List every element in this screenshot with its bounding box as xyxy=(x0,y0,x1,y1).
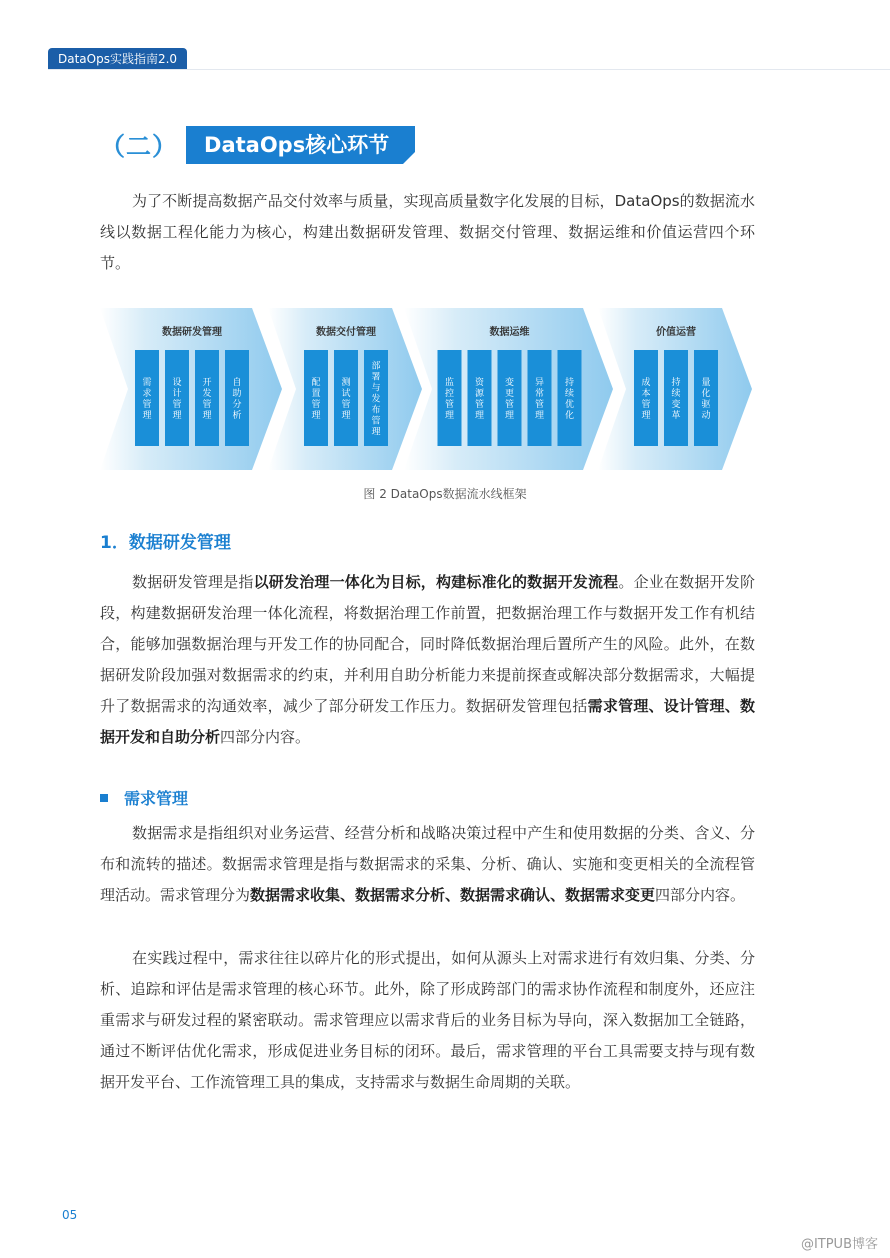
stage-title: 数据交付管理 xyxy=(316,327,376,338)
stage-item-label: 测试管理 xyxy=(341,378,351,421)
bold-text: 以研发治理一体化为目标，构建标准化的数据开发流程 xyxy=(253,573,619,591)
stage-title: 数据研发管理 xyxy=(162,327,222,338)
header-divider xyxy=(48,69,890,70)
section-heading: DataOps核心环节 xyxy=(186,126,415,164)
stage-item-label: 设计管理 xyxy=(172,378,182,421)
pipeline-stage xyxy=(404,308,613,470)
text: 。企业在数据开发阶段，构建数据研发治理一体化流程，将数据治理工作前置，把数据治理工作与数据开发工作有机结合，能够加强数据治理与开发工作的协同配合，同时降低数据治理后置所产生的风险。此外，在数据研发阶段加强对数据需求的约束，并利用自助分析能力来提前探查或解决部分数据需求，大幅提升了数据需求的沟通效率，减少了部分研发工作压力。数据研发管理包括 xyxy=(100,573,755,715)
section-number: （二） xyxy=(100,132,179,161)
text: 数据需求是指组织对业务运营、经营分析和战略决策过程中产生和使用数据的分类、含义、分布和流转的描述。数据需求管理是指与数据需求的采集、分析、确认、实施和变更相关的全流程管理活动。需求管理分为 xyxy=(100,824,755,904)
text: 四部分内容。 xyxy=(655,886,746,904)
stage-item-label: 异常管理 xyxy=(534,378,545,421)
pipeline-diagram xyxy=(100,308,752,470)
page-number: 05 xyxy=(62,1208,78,1222)
bullet-heading-label: 需求管理 xyxy=(124,789,189,808)
text: 四部分内容。 xyxy=(220,728,311,746)
stage-title: 价值运营 xyxy=(656,327,696,338)
paragraph-research-mgmt xyxy=(100,567,755,753)
stage-item-label: 持续优化 xyxy=(564,378,575,421)
paragraph-demand-practice: 在实践过程中，需求往往以碎片化的形式提出，如何从源头上对需求进行有效归集、分类、分析、追踪和评估是需求管理的核心环节。此外，除了形成跨部门的需求协作流程和制度外，还应注重需求与研发过程的紧密联动。需求管理应以需求背后的业务目标为导向，深入数据加工全链路，通过不断评估优化需求，形成促进业务目标的闭环。最后，需求管理的平台工具需要支持与现有数据开发平台、工作流管理工具的集成，支持需求与数据生命周期的关联。 xyxy=(100,949,755,1091)
stage-item-label: 变更管理 xyxy=(504,378,515,421)
stage-item-label: 持续变革 xyxy=(671,378,681,421)
bold-text: 数据需求收集、数据需求分析、数据需求确认、数据需求变更 xyxy=(250,886,656,904)
figure-caption: 图 2 DataOps数据流水线框架 xyxy=(363,487,527,501)
square-bullet-icon xyxy=(100,794,108,802)
stage-item-label: 需求管理 xyxy=(142,378,152,421)
header-tag: DataOps实践指南2.0 xyxy=(48,48,187,70)
stage-item-label: 量化驱动 xyxy=(701,378,711,421)
intro-paragraph: 为了不断提高数据产品交付效率与质量，实现高质量数字化发展的目标，DataOps的数据流水线以数据工程化能力为核心，构建出数据研发管理、数据交付管理、数据运维和价值运营四个环节。 xyxy=(100,192,755,272)
pipeline-stage xyxy=(268,308,422,470)
bold-text: 需求管理、设计管理、数据开发和自助分析 xyxy=(100,697,755,746)
text: 数据研发管理是指 xyxy=(132,573,254,591)
stage-item-label: 资源管理 xyxy=(474,378,485,421)
pipeline-stage xyxy=(100,308,282,470)
stage-item-label: 部署与发布管理 xyxy=(371,361,381,438)
pipeline-stage xyxy=(598,308,752,470)
stage-item-label: 开发管理 xyxy=(202,378,212,421)
stage-title: 数据运维 xyxy=(489,327,530,338)
subsection-heading: 1．数据研发管理 xyxy=(100,533,231,553)
paragraph-demand-definition xyxy=(100,818,755,911)
stage-item-label: 自助分析 xyxy=(232,378,242,421)
section-title xyxy=(100,125,415,165)
bullet-heading xyxy=(100,786,188,809)
watermark: @ITPUB博客 xyxy=(800,1237,878,1252)
stage-item-label: 监控管理 xyxy=(444,378,455,421)
stage-item-label: 配置管理 xyxy=(311,378,321,421)
stage-item-label: 成本管理 xyxy=(641,378,651,421)
